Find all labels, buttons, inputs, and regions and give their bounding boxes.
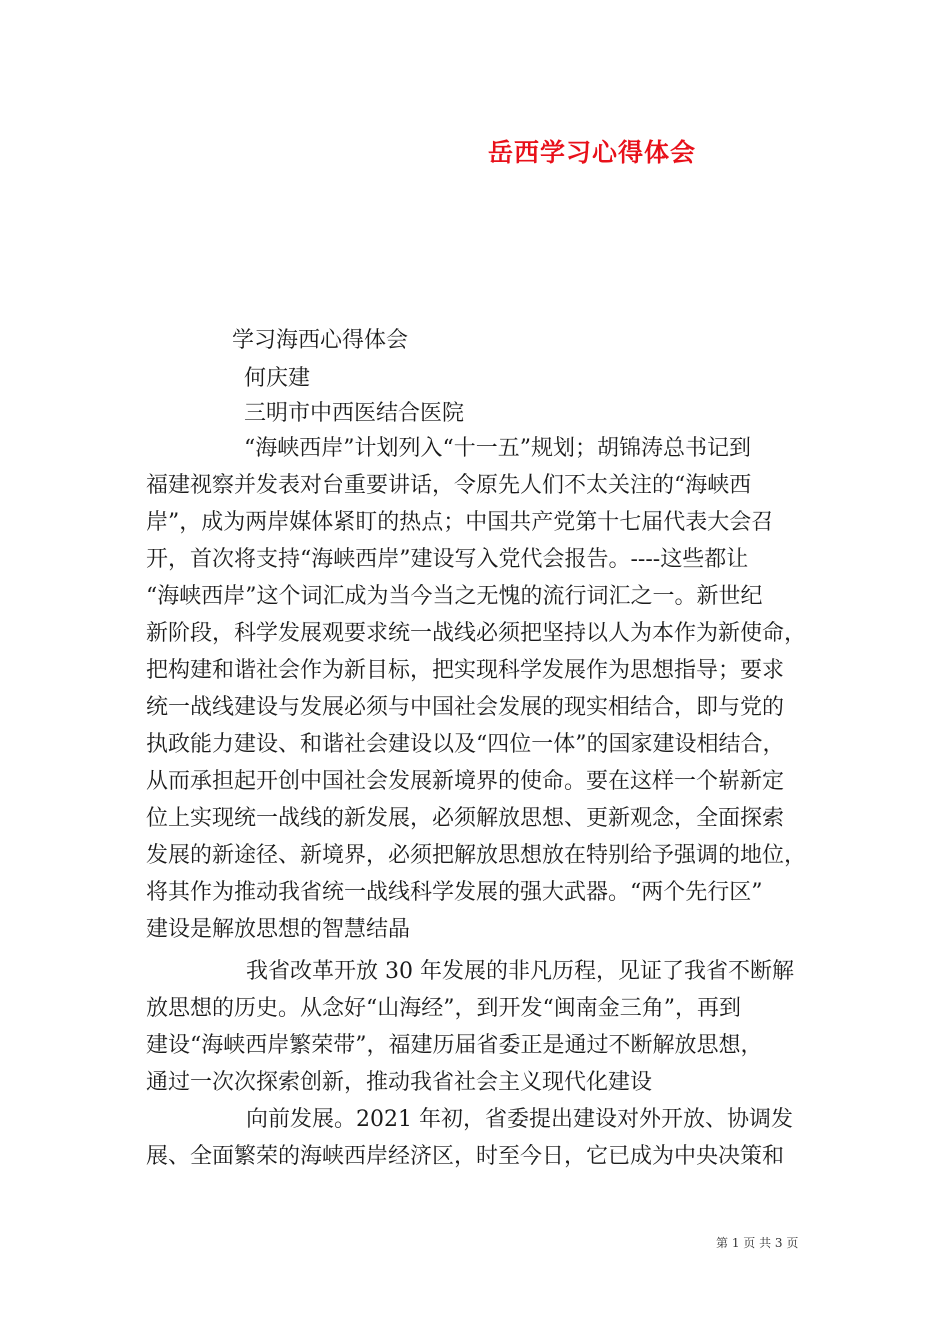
paragraph-line: 岸”，成为两岸媒体紧盯的热点；中国共产党第十七届代表大会召 [146,510,774,535]
paragraph-line: 新阶段，科学发展观要求统一战线必须把坚持以人为本作为新使命， [146,621,807,646]
paragraph-line: 向前发展。2021 年初，省委提出建设对外开放、协调发 [246,1107,793,1132]
paragraph-line: 从而承担起开创中国社会发展新境界的使命。要在这样一个崭新定 [146,769,785,794]
paragraph-line: “海峡西岸”这个词汇成为当今当之无愧的流行词汇之一。新世纪 [146,584,763,609]
page-title: 岳西学习心得体会 [488,138,697,167]
paragraph-line: 将其作为推动我省统一战线科学发展的强大武器。“两个先行区” [146,880,763,905]
paragraph-line: 位上实现统一战线的新发展，必须解放思想、更新观念，全面探索 [146,806,785,831]
paragraph-line: 放思想的历史。从念好“山海经”，到开发“闽南金三角”，再到 [146,996,741,1021]
paragraph-line: 开，首次将支持“海峡西岸”建设写入党代会报告。----这些都让 [146,547,749,572]
paragraph-line: 建设“海峡西岸繁荣带”，福建历届省委正是通过不断解放思想， [146,1033,763,1058]
author-name: 何庆建 [244,366,311,391]
page-footer: 第 1 页 共 3 页 [716,1236,799,1250]
paragraph-line: 把构建和谐社会作为新目标，把实现科学发展作为思想指导；要求 [146,658,785,683]
paragraph-line: 福建视察并发表对台重要讲话，令原先人们不太关注的“海峡西 [146,473,752,498]
paragraph-line: 发展的新途径、新境界，必须把解放思想放在特别给予强调的地位， [146,843,807,868]
paragraph-line: 执政能力建设、和谐社会建设以及“四位一体”的国家建设相结合， [146,732,785,757]
paragraph-line: 我省改革开放 30 年发展的非凡历程，见证了我省不断解 [246,959,794,984]
paragraph-line: 建设是解放思想的智慧结晶 [146,917,411,942]
paragraph-line: “海峡西岸”计划列入“十一五”规划；胡锦涛总书记到 [244,436,751,461]
author-affiliation: 三明市中西医结合医院 [244,401,465,426]
paragraph-line: 展、全面繁荣的海峡西岸经济区，时至今日，它已成为中央决策和 [146,1144,785,1169]
paragraph-line: 统一战线建设与发展必须与中国社会发展的现实相结合，即与党的 [146,695,785,720]
paragraph-line: 通过一次次探索创新，推动我省社会主义现代化建设 [146,1070,653,1095]
heading-title: 学习海西心得体会 [232,328,409,353]
